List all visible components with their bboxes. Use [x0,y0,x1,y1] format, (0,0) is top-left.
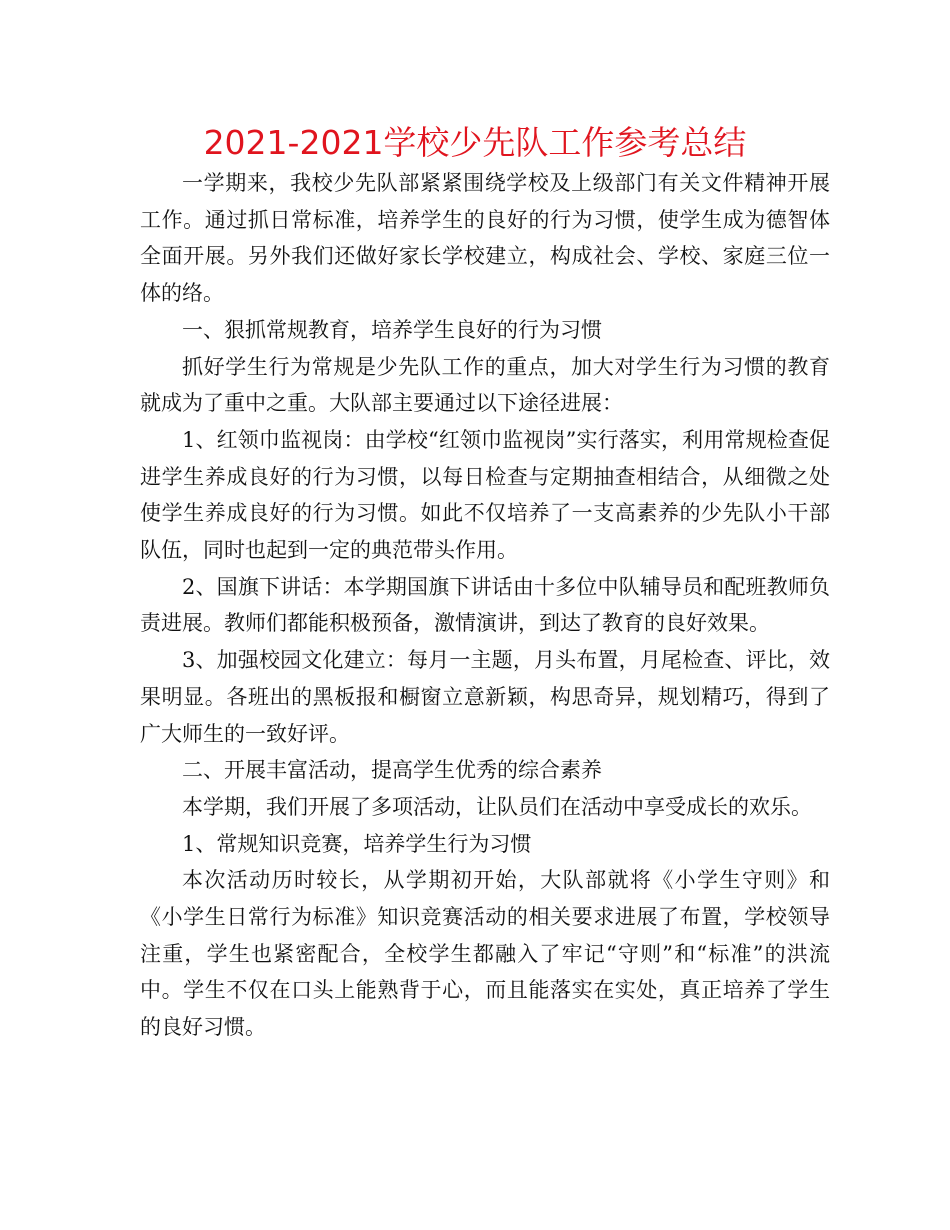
paragraph: 2、国旗下讲话：本学期国旗下讲话由十多位中队辅导员和配班教师负责进展。教师们都能积极预备，激情演讲，到达了教育的良好效果。 [140,574,830,636]
paragraph: 本学期，我们开展了多项活动，让队员们在活动中享受成长的欢乐。 [182,794,812,819]
document-title: 2021-2021学校少先队工作参考总结 [203,123,747,162]
subheading: 1、常规知识竞赛，培养学生行为习惯 [182,831,532,856]
paragraph-intro: 一学期来，我校少先队部紧紧围绕学校及上级部门有关文件精神开展工作。通过抓日常标准，培养学生的良好的行为习惯，使学生成为德智体全面开展。另外我们还做好家长学校建立，构成社会、学校、家庭三位一体的络。 [140,171,830,306]
section-heading-1: 一、狠抓常规教育，培养学生良好的行为习惯 [182,317,602,342]
document-body [140,165,830,1046]
paragraph: 1、红领巾监视岗：由学校“红领巾监视岗”实行落实，利用常规检查促进学生养成良好的行为习惯，以每日检查与定期抽查相结合，从细微之处使学生养成良好的行为习惯。如此不仅培养了一支高素养的少先队小干部队伍，同时也起到一定的典范带头作用。 [140,427,830,563]
paragraph: 3、加强校园文化建立：每月一主题，月头布置，月尾检查、评比，效果明显。各班出的黑板报和橱窗立意新颖，构思奇异，规划精巧，得到了广大师生的一致好评。 [140,648,830,746]
section-heading-2: 二、开展丰富活动，提高学生优秀的综合素养 [182,758,602,783]
paragraph: 抓好学生行为常规是少先队工作的重点，加大对学生行为习惯的教育就成为了重中之重。大队部主要通过以下途径进展： [140,354,830,416]
paragraph: 本次活动历时较长，从学期初开始，大队部就将《小学生守则》和《小学生日常行为标准》知识竞赛活动的相关要求进展了布置，学校领导注重，学生也紧密配合，全校学生都融入了牢记“守则”和“标准”的洪流中。学生不仅在口头上能熟背于心，而且能落实在实处，真正培养了学生的良好习惯。 [140,868,830,1040]
